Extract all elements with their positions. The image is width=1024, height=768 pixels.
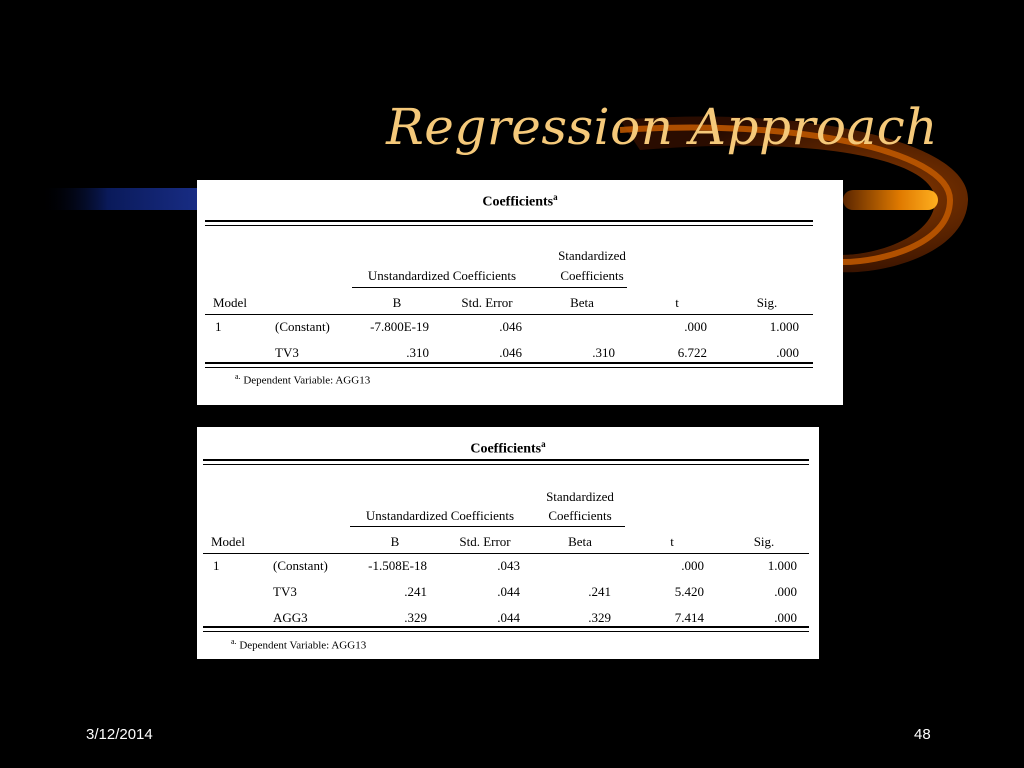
header-std-line2: Coefficients xyxy=(560,268,624,283)
row-sig: 1.000 xyxy=(767,558,797,573)
header-group-rule xyxy=(352,287,627,288)
footnote-text: Dependent Variable: AGG13 xyxy=(239,639,367,652)
header-std-error: Std. Error xyxy=(459,534,511,549)
header-model: Model xyxy=(213,295,247,310)
row-label: AGG3 xyxy=(273,610,308,625)
row-beta: .329 xyxy=(588,610,611,625)
row-b: .329 xyxy=(404,610,427,625)
header-model: Model xyxy=(211,534,245,549)
table-title-text: Coefficients xyxy=(470,441,542,457)
footnote-marker: a. xyxy=(231,637,237,646)
coefficients-table-1 xyxy=(197,180,843,405)
row-beta: .310 xyxy=(592,345,615,360)
footnote-text: Dependent Variable: AGG13 xyxy=(243,374,371,387)
table-rule-bottom-inner xyxy=(203,631,809,632)
footer-page-number: 48 xyxy=(914,726,931,743)
header-sig: Sig. xyxy=(756,295,778,310)
row-sig: .000 xyxy=(774,610,797,625)
footer-date: 3/12/2014 xyxy=(86,726,153,743)
row-t: .000 xyxy=(684,319,707,334)
header-std-line1: Standardized xyxy=(558,248,626,263)
header-sig: Sig. xyxy=(753,534,775,549)
row-std-error: .043 xyxy=(497,558,520,573)
header-bottom-rule xyxy=(205,314,813,315)
header-std-line1: Standardized xyxy=(546,489,614,504)
row-std-error: .044 xyxy=(497,610,520,625)
row-t: .000 xyxy=(681,558,704,573)
row-label: TV3 xyxy=(273,584,297,599)
coefficients-table-2 xyxy=(197,427,819,659)
row-sig: .000 xyxy=(774,584,797,599)
header-unstandardized: Unstandardized Coefficients xyxy=(367,268,517,283)
header-beta: Beta xyxy=(570,295,594,310)
row-t: 7.414 xyxy=(674,610,704,625)
row-label: TV3 xyxy=(275,345,299,360)
header-std-line2: Coefficients xyxy=(548,508,612,523)
slide-title: Regression Approach xyxy=(386,98,938,156)
table-footnote xyxy=(231,637,366,652)
row-t: 6.722 xyxy=(677,345,707,360)
table-title-superscript: a xyxy=(541,439,546,449)
table-title-text: Coefficients xyxy=(482,194,554,210)
row-std-error: .046 xyxy=(499,319,522,334)
table-rule-top-inner xyxy=(203,464,809,465)
table-title-superscript: a xyxy=(553,192,558,202)
table-footnote xyxy=(235,372,370,387)
row-label: (Constant) xyxy=(273,558,328,573)
header-std-error: Std. Error xyxy=(461,295,513,310)
row-b: .310 xyxy=(406,345,429,360)
row-b: -1.508E-18 xyxy=(368,558,427,573)
table-rule-bottom xyxy=(205,362,813,364)
row-label: (Constant) xyxy=(275,319,330,334)
header-b: B xyxy=(392,295,402,310)
row-std-error: .044 xyxy=(497,584,520,599)
header-t: t xyxy=(670,534,674,549)
row-sig: .000 xyxy=(776,345,799,360)
row-sig: 1.000 xyxy=(769,319,799,334)
table-title xyxy=(197,439,819,458)
row-model: 1 xyxy=(215,319,222,334)
table-rule-top xyxy=(205,220,813,222)
table-rule-top xyxy=(203,459,809,461)
row-model: 1 xyxy=(213,558,220,573)
footnote-marker: a. xyxy=(235,372,241,381)
header-bottom-rule xyxy=(203,553,809,554)
header-beta: Beta xyxy=(568,534,592,549)
header-b: B xyxy=(390,534,400,549)
row-t: 5.420 xyxy=(674,584,704,599)
row-b: -7.800E-19 xyxy=(370,319,429,334)
header-t: t xyxy=(675,295,679,310)
row-beta: .241 xyxy=(588,584,611,599)
table-rule-top-inner xyxy=(205,225,813,226)
table-rule-bottom xyxy=(203,626,809,628)
table-title xyxy=(197,192,843,211)
row-std-error: .046 xyxy=(499,345,522,360)
table-rule-bottom-inner xyxy=(205,367,813,368)
row-b: .241 xyxy=(404,584,427,599)
header-unstandardized: Unstandardized Coefficients xyxy=(365,508,515,523)
header-group-rule xyxy=(350,526,625,527)
